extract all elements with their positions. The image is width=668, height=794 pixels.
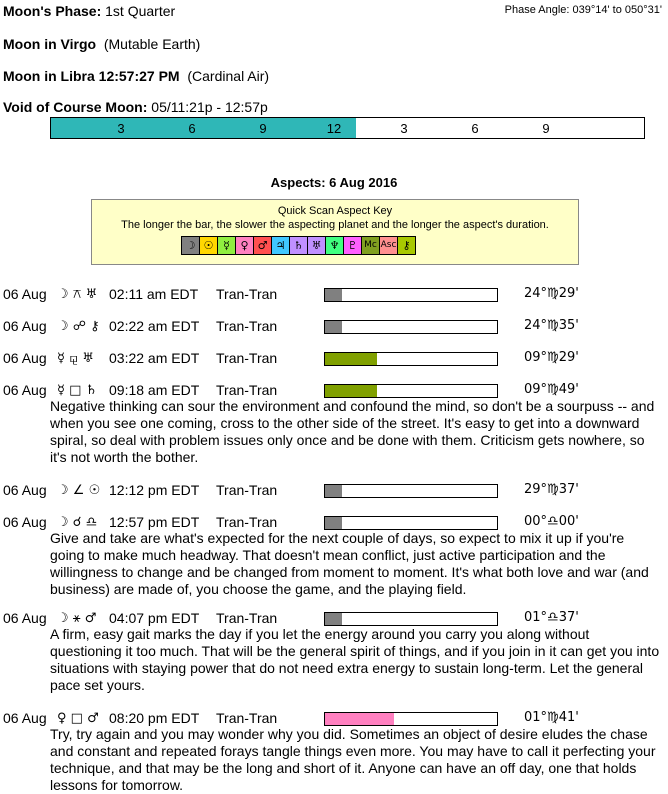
aspect-date: 06 Aug [3,318,47,334]
aspect-time: 08:20 pm EDT [109,710,200,726]
aspect-key-swatch: ☽ [181,236,200,255]
aspect-key-title: Quick Scan Aspect Key [277,205,393,217]
aspect-duration-bar [324,288,498,302]
aspect-position: 24°♍29' [524,286,579,301]
void-tick: 9 [259,121,267,136]
aspect-glyphs: ☿ ⚼ ♅ [57,351,94,366]
moon-sign-virgo-label: Moon in Virgo [3,36,97,52]
aspect-duration-fill [325,289,342,301]
aspect-time: 02:22 am EDT [109,318,200,334]
aspect-time: 04:07 pm EDT [109,610,200,626]
aspect-duration-fill [325,353,377,365]
aspect-duration-bar [324,320,498,334]
phase-angle-label: Phase Angle: [504,4,570,16]
aspect-duration-bar [324,612,498,626]
aspect-key-swatches [181,236,415,255]
moon-sign-virgo-value: (Mutable Earth) [103,36,201,52]
aspect-time: 03:22 am EDT [109,350,200,366]
aspect-position: 09°♍29' [524,350,579,365]
aspect-date: 06 Aug [3,350,47,366]
aspect-glyphs: ☿ □ ♄ [57,383,98,398]
aspect-glyphs: ☽ ⚻ ♅ [57,287,98,302]
aspects-title: Aspects: 6 Aug 2016 [270,175,398,190]
aspect-type: Tran-Tran [216,482,278,498]
aspect-duration-fill [325,613,342,625]
aspect-type: Tran-Tran [216,382,278,398]
void-label: Void of Course Moon: [3,99,148,115]
aspect-duration-bar [324,712,498,726]
moon-phase-line [3,3,175,19]
void-tick: 12 [326,121,342,136]
aspect-key-swatch: ♄ [289,236,308,255]
void-timeline-fill [51,118,356,138]
aspect-key-swatch: ♃ [271,236,290,255]
aspect-type: Tran-Tran [216,710,278,726]
void-of-course [3,99,268,115]
void-value: 05/11:21p - 12:57p [151,99,268,115]
moon-sign-libra [3,68,269,84]
aspect-duration-fill [325,385,377,397]
aspect-key-swatch: ☉ [199,236,218,255]
aspect-duration-fill [325,517,342,529]
aspect-glyphs: ☽ ☍ ⚷ [57,319,100,334]
aspect-position: 01°♍41' [524,710,579,725]
aspect-key-swatch: ♇ [343,236,362,255]
aspect-time: 12:57 pm EDT [109,514,200,530]
aspect-description: Try, try again and you may wonder why you did. Sometimes an object of desire eludes the chase and constant and repeated forays tangle things even more. You may have to call it perfecting your technique, and that may be the long and short of it. Anyone can have an off day, one that holds lessons for tomorrow. [50,726,656,793]
phase-angle [505,4,662,16]
aspect-duration-bar [324,516,498,530]
aspect-position: 00°♎00' [524,514,579,529]
aspect-duration-fill [325,485,342,497]
aspect-key-swatch: Mc [361,236,380,255]
aspect-description: A firm, easy gait marks the day if you let the energy around you carry you along without questioning it too much. That will be the general spirit of things, and if you join in it can get you into situations with staying power that do not need extra energy to sustain long-term. Let the general pace set yours. [50,626,660,693]
aspect-date: 06 Aug [3,482,47,498]
moon-sign-virgo [3,36,200,52]
aspect-key-swatch: ♆ [325,236,344,255]
aspect-glyphs: ☽ ☌ ♎ [57,515,98,530]
aspect-key-swatch: ♂ [253,236,272,255]
aspect-type: Tran-Tran [216,318,278,334]
moon-sign-libra-value: (Cardinal Air) [187,68,270,84]
aspect-position: 01°♎37' [524,610,579,625]
aspect-duration-bar [324,484,498,498]
phase-angle-value: 039°14' to 050°31' [572,4,662,16]
aspect-time: 09:18 am EDT [109,382,200,398]
aspect-date: 06 Aug [3,382,47,398]
aspect-date: 06 Aug [3,610,47,626]
aspect-date: 06 Aug [3,286,47,302]
void-tick: 3 [117,121,125,136]
moon-sign-libra-label: Moon in Libra 12:57:27 PM [3,68,180,84]
aspect-glyphs: ☽ ⚹ ♂ [57,611,97,626]
aspect-time: 02:11 am EDT [109,286,199,302]
aspect-key-swatch: ☿ [217,236,236,255]
aspect-position: 24°♍35' [524,318,579,333]
aspect-date: 06 Aug [3,514,47,530]
aspect-description: Negative thinking can sour the environment and confound the mind, so don't be a sourpuss -- and when you see one coming, cross to the other side of the street. It's easy to get into a downward spiral, so deal with problem issues only once and be done with them. Criticism gets nowhere, so it's not worth the bother. [50,398,655,465]
aspect-type: Tran-Tran [216,610,278,626]
aspect-key-swatch: ⚷ [397,236,416,255]
aspect-duration-bar [324,352,498,366]
aspect-type: Tran-Tran [216,286,278,302]
aspect-key-swatch: Asc [379,236,398,255]
aspect-type: Tran-Tran [216,514,278,530]
void-tick: 3 [400,121,408,136]
aspect-key-box [91,199,579,265]
aspect-duration-fill [325,713,394,725]
aspect-date: 06 Aug [3,710,47,726]
moon-phase-value: 1st Quarter [105,3,176,19]
void-timeline-bar [50,117,645,139]
aspect-description: Give and take are what's expected for the next couple of days, so expect to mix it up if you're going to make much headway. That doesn't mean conflict, just active participation and the willingness to change and be changed from moment to moment. It's what both love and war (and business) are made of, you choose the game, and the playing field. [50,530,649,597]
aspect-position: 29°♍37' [524,482,579,497]
void-tick: 6 [188,121,196,136]
aspect-duration-bar [324,384,498,398]
aspect-position: 09°♍49' [524,382,579,397]
aspect-duration-fill [325,321,342,333]
aspect-glyphs: ☽ ∠ ☉ [57,483,101,498]
moon-phase-label: Moon's Phase: [3,3,102,19]
aspect-key-swatch: ♀ [235,236,254,255]
void-tick: 6 [471,121,479,136]
aspect-key-description: The longer the bar, the slower the aspecting planet and the longer the aspect's duration. [121,219,549,231]
aspect-type: Tran-Tran [216,350,278,366]
void-tick: 9 [542,121,550,136]
aspect-time: 12:12 pm EDT [109,482,200,498]
aspect-key-swatch: ♅ [307,236,326,255]
aspect-glyphs: ♀ □ ♂ [57,711,99,726]
